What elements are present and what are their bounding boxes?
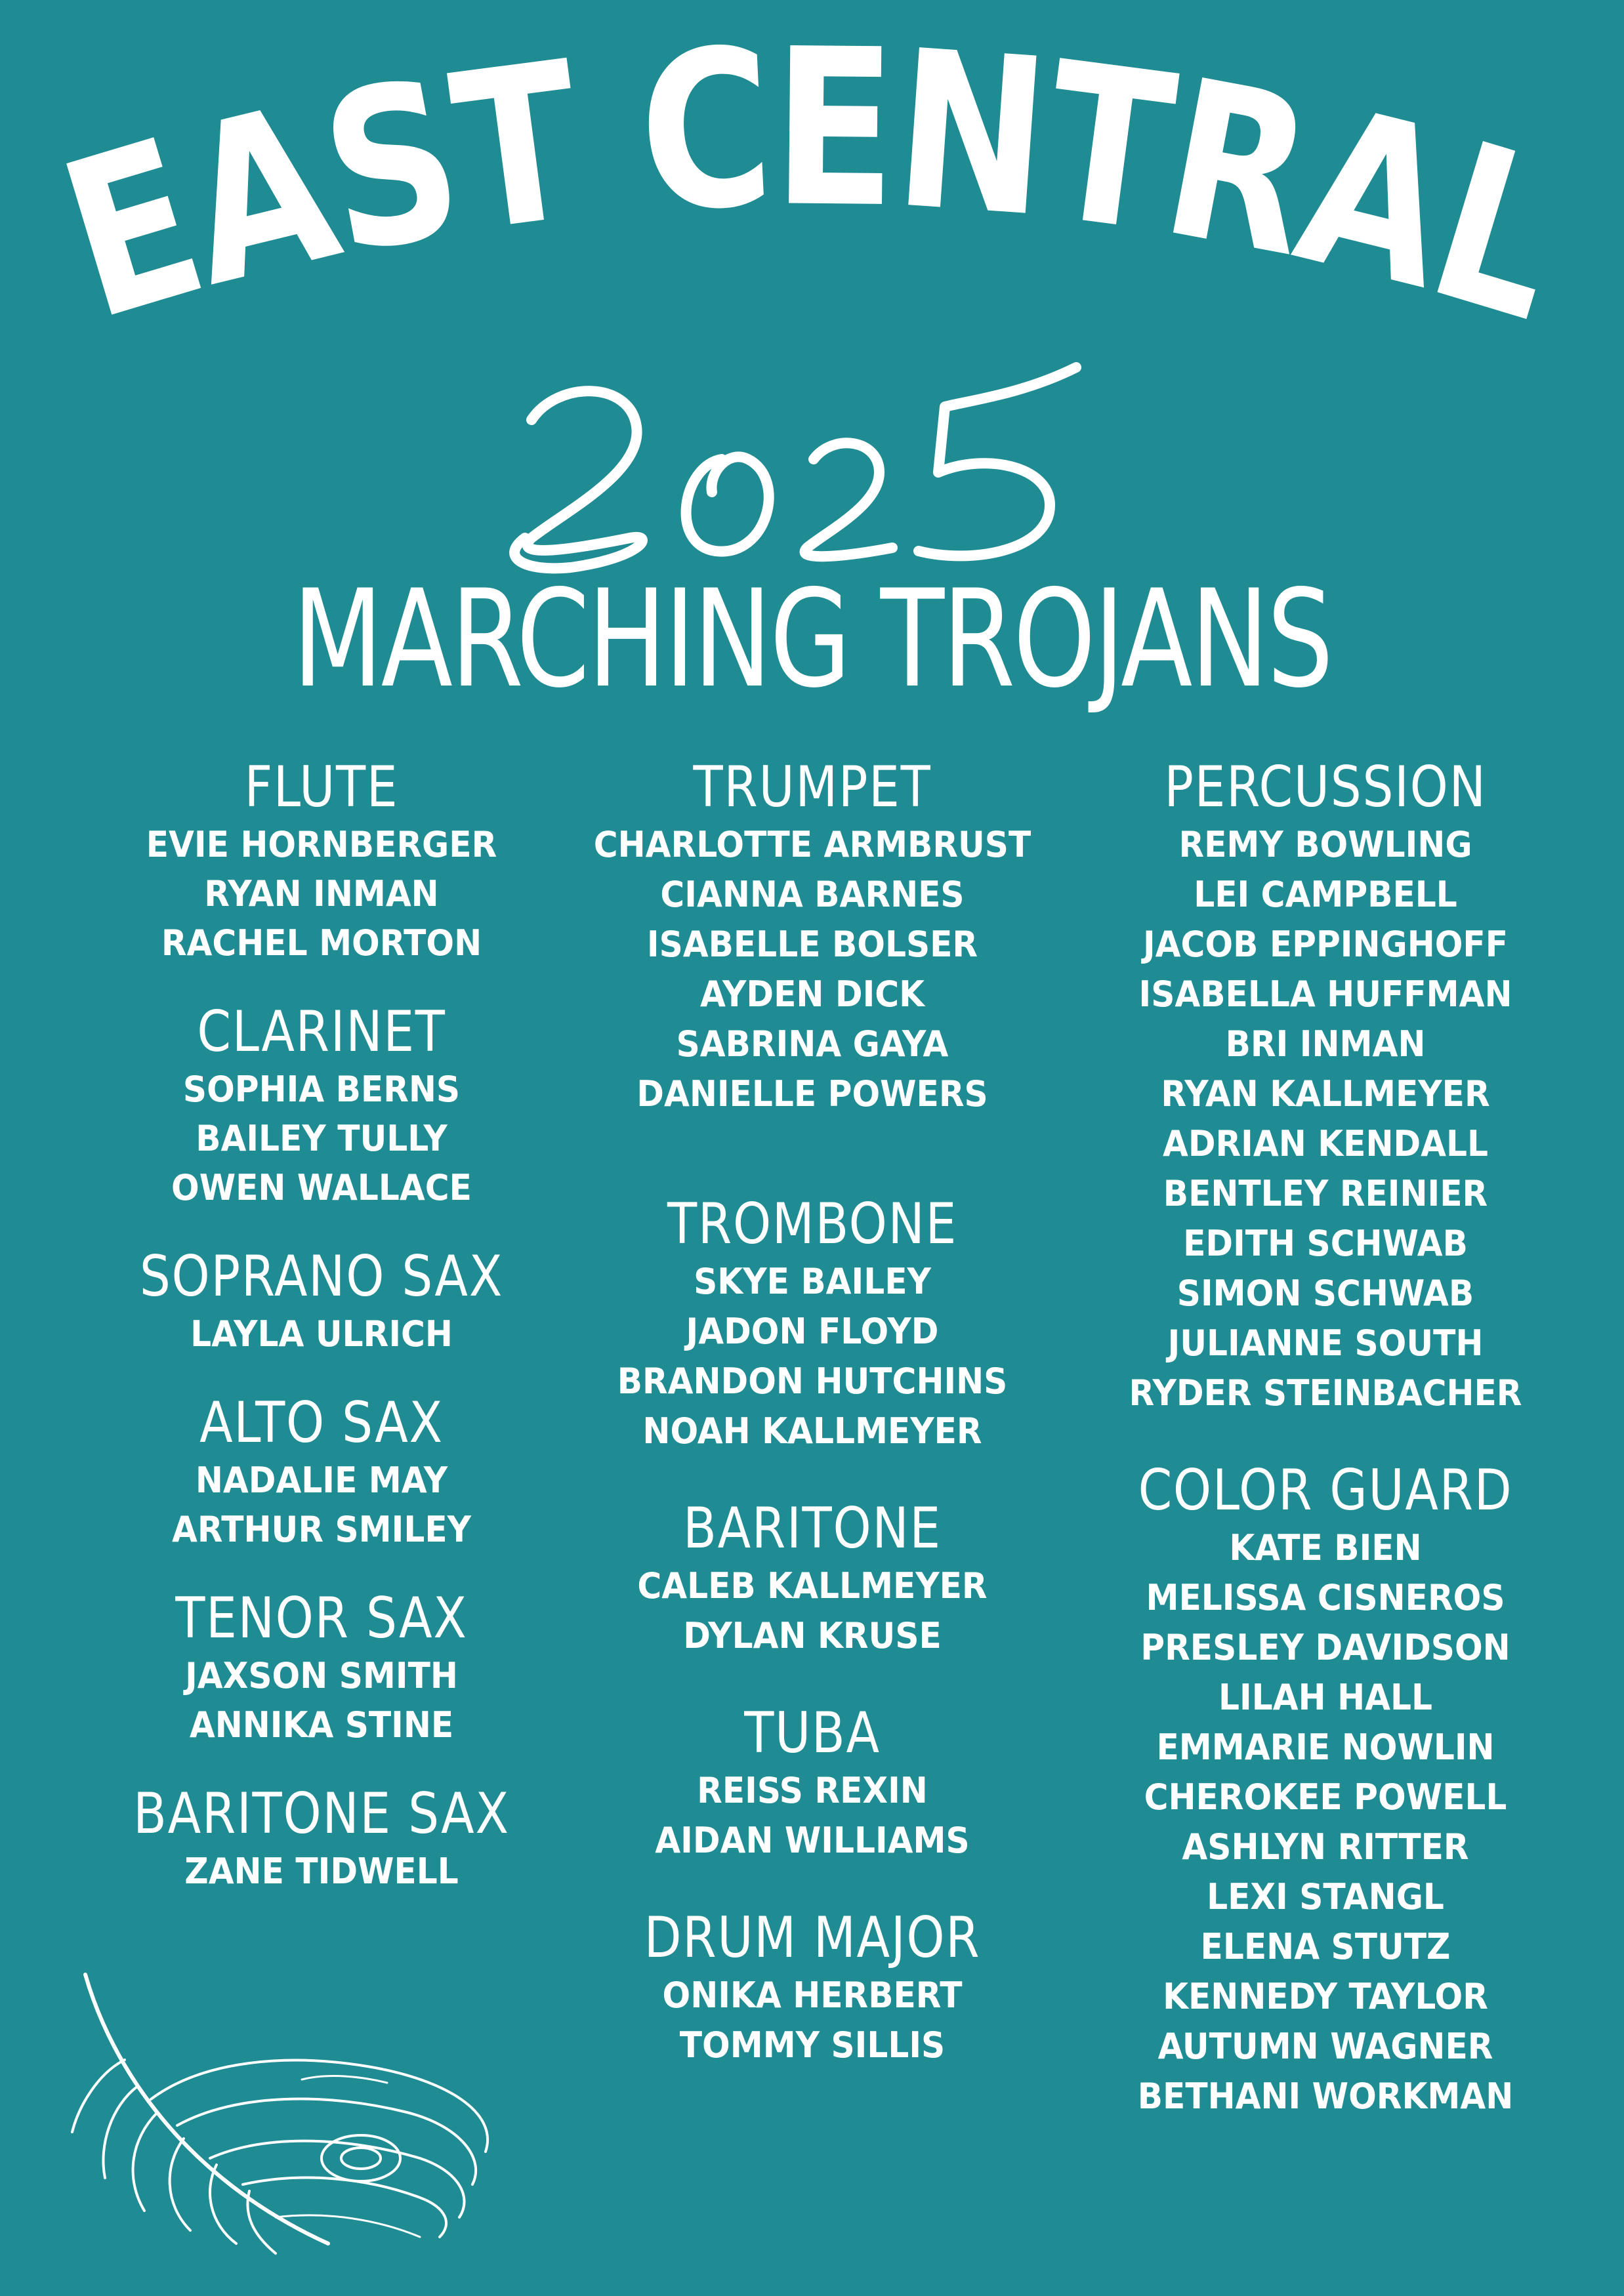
member-name: SOPHIA BERNS [182, 1069, 461, 1110]
member-name: ONIKA HERBERT [662, 1975, 963, 2016]
member-name: RACHEL MORTON [161, 922, 482, 964]
member-name: ANNIKA STINE [189, 1704, 454, 1746]
member-name: BETHANI WORKMAN [1137, 2076, 1514, 2117]
member-name: ADRIAN KENDALL [1162, 1123, 1489, 1164]
instrument-section [72, 754, 571, 968]
instrument-section [1076, 754, 1575, 1418]
member-name: LILAH HALL [1218, 1677, 1432, 1718]
school-title-text: EAST CENTRAL [38, 26, 1608, 375]
member-name: AYDEN DICK [699, 974, 925, 1015]
instrument-section [72, 1586, 571, 1750]
member-name: JADON FLOYD [686, 1311, 939, 1352]
instrument-heading: CLARINET [197, 999, 446, 1065]
instrument-heading: BARITONE SAX [133, 1781, 510, 1847]
member-name: NADALIE MAY [195, 1460, 448, 1501]
member-name: SIMON SCHWAB [1176, 1273, 1474, 1314]
instrument-heading: DRUM MAJOR [644, 1905, 981, 1971]
member-name: KATE BIEN [1229, 1527, 1422, 1568]
member-name: CHEROKEE POWELL [1144, 1776, 1507, 1818]
member-name: BRI INMAN [1225, 1023, 1426, 1065]
member-name: CALEB KALLMEYER [637, 1565, 988, 1607]
instrument-heading: FLUTE [244, 754, 399, 820]
member-name: TOMMY SILLIS [679, 2024, 946, 2066]
member-name: JACOB EPPINGHOFF [1142, 924, 1509, 965]
member-name: EVIE HORNBERGER [146, 824, 497, 865]
member-name: OWEN WALLACE [171, 1167, 472, 1208]
instrument-heading: TUBA [744, 1700, 881, 1766]
roster-column-1 [72, 754, 571, 1896]
member-name: RYAN INMAN [204, 873, 439, 914]
instrument-heading: TENOR SAX [175, 1586, 468, 1651]
roster-column-3 [1076, 754, 1575, 2122]
member-name: ISABELLE BOLSER [646, 924, 978, 965]
member-name: EDITH SCHWAB [1183, 1223, 1468, 1264]
member-name: ISABELLA HUFFMAN [1138, 974, 1512, 1015]
instrument-heading: ALTO SAX [199, 1390, 444, 1456]
member-name: ASHLYN RITTER [1182, 1826, 1469, 1868]
roster-column-2 [563, 754, 1062, 2070]
member-name: DANIELLE POWERS [636, 1073, 988, 1115]
member-name: CIANNA BARNES [660, 874, 965, 915]
instrument-section [72, 1244, 571, 1359]
member-name: LAYLA ULRICH [190, 1313, 453, 1355]
member-name: ARTHUR SMILEY [171, 1509, 471, 1550]
member-name: JAXSON SMITH [185, 1655, 458, 1696]
instrument-section [563, 1496, 1062, 1661]
instrument-section [72, 999, 571, 1212]
member-name: REISS REXIN [697, 1770, 928, 1811]
instrument-section [563, 1191, 1062, 1456]
year-script [486, 341, 1109, 577]
member-name: CHARLOTTE ARMBRUST [593, 824, 1031, 865]
instrument-heading: SOPRANO SAX [139, 1244, 504, 1309]
member-name: LEI CAMPBELL [1194, 874, 1457, 915]
feather-icon [52, 1961, 512, 2263]
member-name: AIDAN WILLIAMS [655, 1820, 970, 1861]
instrument-section [563, 754, 1062, 1119]
member-name: KENNEDY TAYLOR [1163, 1976, 1488, 2017]
instrument-heading: TRUMPET [693, 754, 932, 820]
instrument-section [72, 1781, 571, 1896]
member-name: JULIANNE SOUTH [1167, 1322, 1484, 1364]
instrument-heading: COLOR GUARD [1138, 1458, 1513, 1523]
member-name: REMY BOWLING [1178, 824, 1472, 865]
instrument-heading: PERCUSSION [1164, 754, 1487, 820]
member-name: EMMARIE NOWLIN [1156, 1727, 1495, 1768]
member-name: LEXI STANGL [1207, 1876, 1444, 1917]
member-name: SABRINA GAYA [676, 1023, 949, 1065]
instrument-section [563, 1905, 1062, 2070]
instrument-heading: BARITONE [683, 1496, 942, 1561]
instrument-section [72, 1390, 571, 1554]
member-name: PRESLEY DAVIDSON [1140, 1627, 1510, 1668]
member-name: BENTLEY REINIER [1163, 1173, 1488, 1214]
member-name: ZANE TIDWELL [184, 1851, 459, 1892]
instrument-heading: TROMBONE [667, 1191, 958, 1257]
member-name: AUTUMN WAGNER [1157, 2026, 1493, 2067]
member-name: MELISSA CISNEROS [1146, 1577, 1505, 1618]
instrument-section [563, 1700, 1062, 1866]
member-name: RYDER STEINBACHER [1129, 1372, 1522, 1414]
band-name: MARCHING TROJANS [292, 562, 1332, 718]
member-name: DYLAN KRUSE [683, 1615, 942, 1656]
member-name: BRANDON HUTCHINS [617, 1361, 1008, 1402]
member-name: BAILEY TULLY [196, 1118, 448, 1159]
member-name: RYAN KALLMEYER [1161, 1073, 1490, 1115]
member-name: SKYE BAILEY [694, 1261, 931, 1302]
member-name: ELENA STUTZ [1200, 1926, 1451, 1967]
member-name: NOAH KALLMEYER [642, 1410, 982, 1452]
instrument-section [1076, 1458, 1575, 2122]
